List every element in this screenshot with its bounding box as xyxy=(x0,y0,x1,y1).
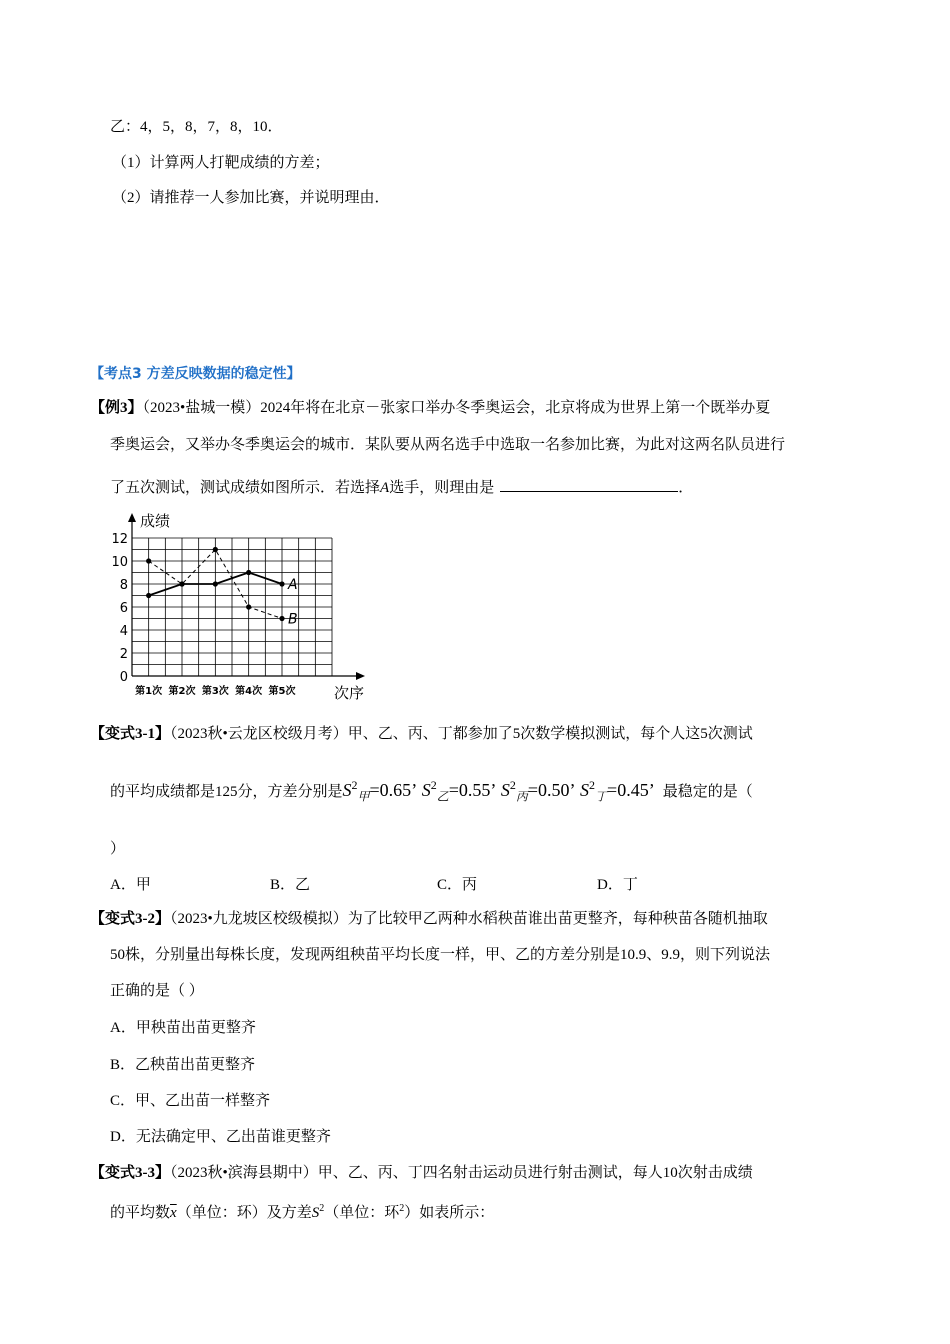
variant-3-2-line-3: 正确的是（ ） xyxy=(110,983,204,999)
chart-grid xyxy=(132,538,332,676)
x-tick-label: 第4次 xyxy=(235,686,263,697)
variance-symbol: S xyxy=(311,1205,320,1221)
example-3-line-3: 了五次测试，测试成绩如图所示．若选择A选手，则理由是 ． xyxy=(110,477,693,498)
example-3-tag: 【例3】 xyxy=(90,400,143,416)
x-axis-arrow xyxy=(356,672,365,680)
data-point-B xyxy=(146,558,151,563)
data-point-B xyxy=(279,616,284,621)
y-tick-label: 2 xyxy=(119,647,128,662)
y-tick-label: 12 xyxy=(111,532,128,547)
x-tick-labels xyxy=(135,684,295,697)
data-point-A xyxy=(246,570,251,575)
x-axis-label: 次序 xyxy=(334,684,365,702)
question-2: （2）请推荐一人参加比赛，并说明理由． xyxy=(112,190,390,206)
x-tick-label: 第1次 xyxy=(135,686,163,697)
data-point-B xyxy=(179,581,184,586)
section-heading: 【考点3 方差反映数据的稳定性】 xyxy=(90,366,301,382)
mean-symbol: $\overline{x}$ xyxy=(170,1205,177,1221)
y-tick-label: 8 xyxy=(119,578,128,593)
y-tick-labels xyxy=(111,532,128,685)
x-tick-label: 第3次 xyxy=(201,686,229,697)
variant-3-1-line-3: ） xyxy=(110,841,126,857)
question-1: （1）计算两人打靶成绩的方差； xyxy=(112,155,330,171)
series-label-A: A xyxy=(288,577,298,593)
variant-3-3-line-1: 【变式3-3】（2023秋•滨海县期中）甲、乙、丙、丁四名射击运动员进行射击测试，每人10次射击成绩 xyxy=(90,1165,753,1181)
answer-blank[interactable] xyxy=(500,477,678,492)
y-tick-label: 0 xyxy=(119,670,128,685)
y-tick-label: 10 xyxy=(111,555,128,570)
chart-series xyxy=(146,547,298,628)
x-tick-label: 第5次 xyxy=(268,686,296,697)
option-c[interactable]: C．丙 xyxy=(437,877,478,893)
variant-3-2-line-1: 【变式3-2】（2023•九龙坡区校级模拟）为了比较甲乙两种水稻秧苗谁出苗更整齐，每种秧苗各随机抽取 xyxy=(90,911,768,927)
option-d[interactable]: D．丁 xyxy=(597,877,638,893)
option-b[interactable]: B．乙 xyxy=(270,877,311,893)
variant-3-2-line-2: 50株，分别量出每株长度，发现两组秧苗平均长度一样，甲、乙的方差分别是10.9、9.9，则下列说法 xyxy=(110,947,771,963)
variant-3-2-tag: 【变式3-2】 xyxy=(90,911,170,927)
option-b[interactable]: B．乙秧苗出苗更整齐 xyxy=(110,1057,256,1073)
x-tick-label: 第2次 xyxy=(168,686,196,697)
data-point-A xyxy=(279,581,284,586)
variant-3-3-line-2: 的平均数$\overline{x}$（单位：环）及方差$S^2$（单位：环$^2$）如表所示： xyxy=(110,1203,495,1221)
data-point-A xyxy=(146,593,151,598)
example-3-line-2: 季奥运会，又举办冬季奥运会的城市．某队要从两名选手中选取一名参加比赛，为此对这两名队员进行 xyxy=(110,437,786,453)
previous-problem-data-line: 乙：4，5，8，7，8，10． xyxy=(110,119,283,135)
y-axis-arrow xyxy=(128,513,136,522)
variant-3-1-line-2: 的平均成绩都是125分，方差分别是$S^2_甲=0.65$’ $S^2_乙=0.55$’ $S^2_丙=0.50$’ $S^2_丁=0.45$’ 最稳定的是（ xyxy=(110,778,753,804)
example-3-line-1: 【例3】（2023•盐城一模）2024年将在北京－张家口举办冬季奥运会，北京将成为世界上第一个既举办夏 xyxy=(90,400,771,416)
data-point-A xyxy=(213,581,218,586)
series-label-B: B xyxy=(288,611,298,628)
option-a[interactable]: A．甲秧苗出苗更整齐 xyxy=(110,1020,256,1036)
variant-3-1-line-1: 【变式3-1】（2023秋•云龙区校级月考）甲、乙、丙、丁都参加了5次数学模拟测试，每个人这5次测试 xyxy=(90,726,753,742)
score-line-chart xyxy=(108,508,388,704)
y-tick-label: 6 xyxy=(119,601,128,616)
option-a[interactable]: A．甲 xyxy=(110,877,151,893)
data-point-B xyxy=(213,547,218,552)
variant-3-3-tag: 【变式3-3】 xyxy=(90,1165,170,1181)
data-point-B xyxy=(246,604,251,609)
y-tick-label: 4 xyxy=(119,624,128,639)
option-d[interactable]: D．无法确定甲、乙出苗谁更整齐 xyxy=(110,1129,331,1145)
variance-formula: $S^2_甲=0.65$’ $S^2_乙=0.55$’ $S^2_丙=0.50$’ $S^2_丁=0.45$’ xyxy=(342,778,655,804)
y-axis-label: 成绩 xyxy=(140,512,171,530)
option-c[interactable]: C．甲、乙出苗一样整齐 xyxy=(110,1093,271,1109)
variant-3-1-tag: 【变式3-1】 xyxy=(90,726,170,742)
